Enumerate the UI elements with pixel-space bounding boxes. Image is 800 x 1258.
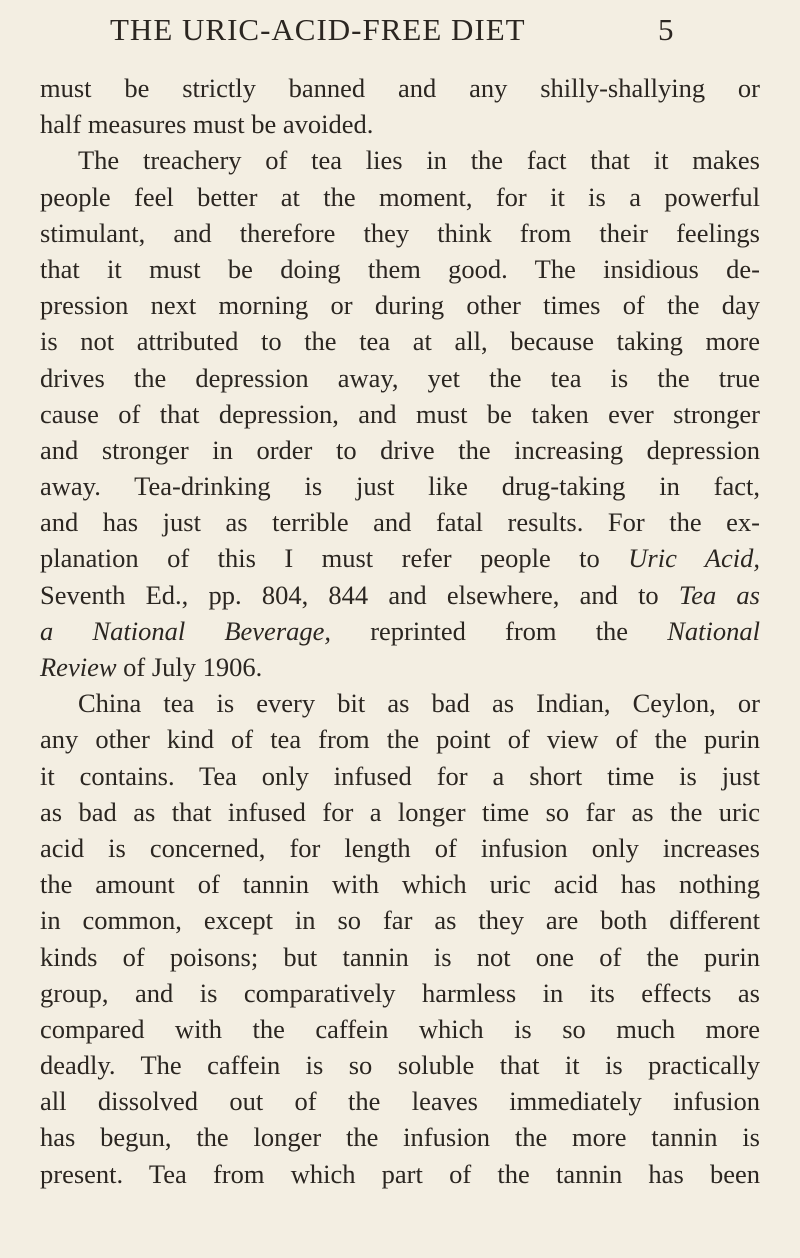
text-line (40, 721, 760, 757)
text-segment: planation of this I must refer people to (40, 543, 629, 574)
text-line (40, 1011, 760, 1047)
italic-text: a National Beverage, (40, 615, 332, 646)
text-line (40, 142, 760, 178)
text-line (40, 613, 760, 649)
italic-text: National (667, 615, 760, 646)
italic-text: Review (40, 652, 117, 682)
page-number: 5 (658, 12, 674, 47)
body-text (40, 70, 760, 1192)
text-segment: all dissolved out of the leaves immediately infusion (40, 1086, 760, 1117)
text-line (40, 215, 760, 251)
text-segment: and has just as terrible and fatal results. For the ex- (40, 507, 760, 538)
text-segment: and stronger in order to drive the increasing depression (40, 434, 760, 465)
text-line (40, 830, 760, 866)
text-line (40, 758, 760, 794)
text-segment: away. Tea-drinking is just like drug-taking in fact, (40, 471, 760, 502)
text-line (40, 468, 760, 504)
text-line (40, 179, 760, 215)
text-segment: has begun, the longer the infusion the more tannin is (40, 1122, 760, 1153)
text-segment: in common, except in so far as they are both different (40, 905, 760, 936)
running-head (0, 8, 800, 52)
text-line (40, 577, 760, 613)
text-segment: half measures must be avoided. (40, 109, 374, 140)
text-line (40, 1047, 760, 1083)
text-line (40, 540, 760, 576)
text-line (40, 685, 760, 721)
text-segment: is not attributed to the tea at all, because taking more (40, 326, 760, 357)
text-line (40, 106, 760, 142)
text-segment: drives the depression away, yet the tea is the true (40, 362, 760, 393)
text-line (40, 360, 760, 396)
text-line (40, 902, 760, 938)
text-segment: group, and is comparatively harmless in its effects as (40, 977, 760, 1008)
text-segment: that it must be doing them good. The insidious de- (40, 253, 760, 284)
text-line (40, 939, 760, 975)
italic-text: Tea as (678, 579, 760, 610)
text-line (40, 1083, 760, 1119)
text-segment: Seventh Ed., pp. 804, 844 and elsewhere, and to (40, 579, 679, 610)
text-segment: China tea is every bit as bad as Indian, Ceylon, or (78, 688, 760, 719)
text-segment: it contains. Tea only infused for a short time is just (40, 760, 760, 791)
text-line (40, 287, 760, 323)
text-segment: The treachery of tea lies in the fact that it makes (78, 145, 760, 176)
text-line (40, 649, 760, 685)
text-segment: the amount of tannin with which uric acid has nothing (40, 869, 760, 900)
text-line (40, 794, 760, 830)
text-segment: cause of that depression, and must be taken ever stronger (40, 398, 760, 429)
text-line (40, 1119, 760, 1155)
text-segment: must be strictly banned and any shilly-shallying or (40, 73, 760, 103)
text-segment: as bad as that infused for a longer time so far as the uric (40, 796, 760, 827)
text-line (40, 504, 760, 540)
text-line (40, 432, 760, 468)
text-line (40, 866, 760, 902)
text-segment: pression next morning or during other times of the day (40, 290, 760, 321)
text-segment: acid is concerned, for length of infusion only increases (40, 832, 760, 863)
text-segment: people feel better at the moment, for it is a powerful (40, 181, 760, 212)
text-segment: reprinted from the (331, 615, 668, 646)
text-segment: compared with the caffein which is so much more (40, 1013, 760, 1044)
text-segment: any other kind of tea from the point of view of the purin (40, 724, 760, 755)
text-line (40, 251, 760, 287)
text-segment: stimulant, and therefore they think from their feelings (40, 217, 760, 248)
text-segment: present. Tea from which part of the tannin has been (40, 1158, 760, 1189)
italic-text: Uric Acid, (628, 543, 760, 574)
text-line (40, 396, 760, 432)
text-line (40, 70, 760, 106)
running-title: THE URIC-ACID-FREE DIET (110, 12, 526, 47)
text-line (40, 975, 760, 1011)
text-segment: deadly. The caffein is so soluble that it is practically (40, 1050, 760, 1081)
text-segment: of July 1906. (116, 652, 263, 682)
text-line (40, 323, 760, 359)
text-line (40, 1156, 760, 1192)
text-segment: kinds of poisons; but tannin is not one of the purin (40, 941, 760, 972)
